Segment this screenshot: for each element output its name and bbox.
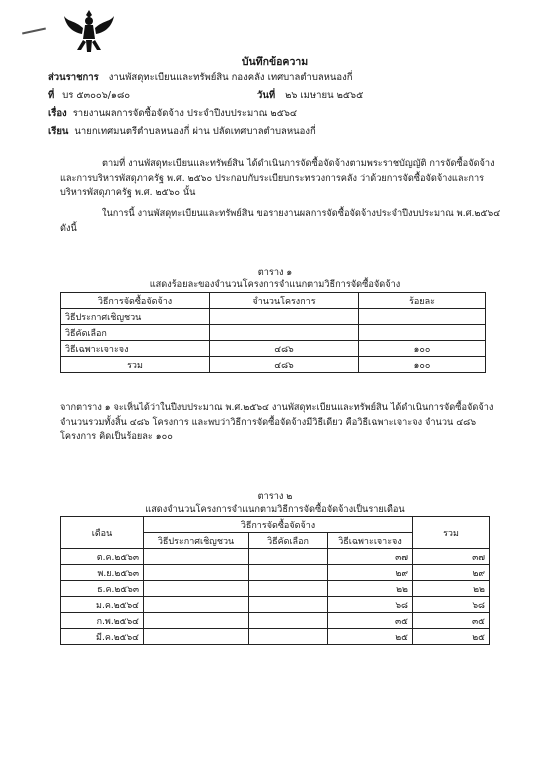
table1-total-count: ๔๘๖ <box>210 357 359 373</box>
table2-header-row <box>61 517 490 533</box>
table1-header: ร้อยละ <box>359 293 486 309</box>
table1-cell: วิธีคัดเลือก <box>61 325 210 341</box>
table-row <box>61 549 490 565</box>
table1-cell: วิธีประกาศเชิญชวน <box>61 309 210 325</box>
table2-subheader: วิธีเฉพาะเจาะจง <box>328 533 413 549</box>
table2-subtitle: แสดงจำนวนโครงการจำแนกตามวิธีการจัดซื้อจัดจ้างเป็นรายเดือน <box>145 504 405 515</box>
table2-cell: ๒๕ <box>328 629 413 645</box>
to-label: เรียน <box>48 126 69 137</box>
table1-cell <box>210 325 359 341</box>
table2-total-cell: ๖๘ <box>413 597 490 613</box>
table2-cell: ๒๙ <box>328 565 413 581</box>
ref-label: ที่ <box>48 90 55 101</box>
agency-value: งานพัสดุทะเบียนและทรัพย์สิน กองคลัง เทศบาลตำบลหนองกี่ <box>108 72 353 83</box>
table1-title: ตาราง ๑ <box>257 267 293 278</box>
subject-line <box>48 106 297 121</box>
table2-total-cell: ๓๕ <box>413 613 490 629</box>
subject-value: รายงานผลการจัดซื้อจัดจ้าง ประจำปีงบประมาณ ๒๕๖๔ <box>72 108 298 119</box>
table1 <box>60 292 486 373</box>
table-row <box>61 629 490 645</box>
table2-month-cell: ต.ค.๒๕๖๓ <box>61 549 144 565</box>
table2-month-cell: พ.ย.๒๕๖๓ <box>61 565 144 581</box>
table2-group-header: วิธีการจัดซื้อจัดจ้าง <box>144 517 413 533</box>
agency-line <box>48 70 353 85</box>
table2-cell <box>249 581 328 597</box>
paragraph-1: ตามที่ งานพัสดุทะเบียนและทรัพย์สิน ได้ดำเนินการจัดซื้อจัดจ้างตามพระราชบัญญัติ การจัดซื้อจัดจ้างและการบริหารพัสดุภาครัฐ พ.ศ. ๒๕๖๐ ประกอบกับระเบียบกระทรวงการคลัง ว่าด้วยการจัดซื้อจัดจ้างและการบริหารพัสดุภาครัฐ พ.ศ. ๒๕๖๐ นั้น <box>60 158 495 198</box>
table2-cell <box>144 581 249 597</box>
table-row <box>61 325 486 341</box>
table1-total-percent: ๑๐๐ <box>359 357 486 373</box>
table2-month-header: เดือน <box>61 517 144 549</box>
table2-total-cell: ๒๕ <box>413 629 490 645</box>
table1-header: วิธีการจัดซื้อจัดจ้าง <box>61 293 210 309</box>
table-row <box>61 565 490 581</box>
agency-label: ส่วนราชการ <box>48 72 99 83</box>
memo-title: บันทึกข้อความ <box>241 56 309 68</box>
table1-cell: ๑๐๐ <box>359 341 486 357</box>
table2-cell: ๖๘ <box>328 597 413 613</box>
table2-subheader: วิธีคัดเลือก <box>249 533 328 549</box>
to-line <box>48 124 316 139</box>
table2-cell <box>144 549 249 565</box>
table2-month-cell: มี.ค.๒๕๖๔ <box>61 629 144 645</box>
table2-month-cell: ม.ค.๒๕๖๔ <box>61 597 144 613</box>
date-label: วันที่ <box>257 90 276 101</box>
table1-header-row <box>61 293 486 309</box>
table-row <box>61 341 486 357</box>
table1-cell <box>210 309 359 325</box>
table2-month-cell: ธ.ค.๒๕๖๓ <box>61 581 144 597</box>
date-value: ๒๖ เมษายน ๒๕๖๕ <box>285 90 364 101</box>
table1-cell <box>359 309 486 325</box>
table2-cell <box>249 549 328 565</box>
table2-cell <box>144 613 249 629</box>
ref-line <box>48 88 130 103</box>
table-row <box>61 613 490 629</box>
table2-cell: ๓๗ <box>328 549 413 565</box>
table2-total-header: รวม <box>413 517 490 549</box>
table1-header: จำนวนโครงการ <box>210 293 359 309</box>
paragraph-2: ในการนี้ งานพัสดุทะเบียนและทรัพย์สิน ขอรายงานผลการจัดซื้อจัดจ้างประจำปีงบประมาณ พ.ศ.๒๕๖๔ ดังนี้ <box>60 208 501 234</box>
table2-cell: ๒๒ <box>328 581 413 597</box>
table2-cell <box>144 565 249 581</box>
table1-total-label: รวม <box>61 357 210 373</box>
table1-subtitle: แสดงร้อยละของจำนวนโครงการจำแนกตามวิธีการจัดซื้อจัดจ้าง <box>149 279 401 290</box>
pen-mark <box>22 28 46 35</box>
table2-title: ตาราง ๒ <box>257 491 293 502</box>
table-row <box>61 597 490 613</box>
table2-cell <box>144 629 249 645</box>
table2-total-cell: ๒๒ <box>413 581 490 597</box>
table2-cell <box>249 597 328 613</box>
table2 <box>60 516 490 645</box>
ref-value: บร ๕๓๐๐๖/๑๘๐ <box>62 90 131 101</box>
table2-total-cell: ๓๗ <box>413 549 490 565</box>
table2-cell <box>144 597 249 613</box>
to-value: นายกเทศมนตรีตำบลหนองกี่ ผ่าน ปลัดเทศบาลตำบลหนองกี่ <box>74 126 316 137</box>
table2-month-cell: ก.พ.๒๕๖๔ <box>61 613 144 629</box>
table2-cell <box>249 613 328 629</box>
table1-cell: วิธีเฉพาะเจาะจง <box>61 341 210 357</box>
table2-cell: ๓๕ <box>328 613 413 629</box>
table2-cell <box>249 629 328 645</box>
paragraph-3: จากตาราง ๑ จะเห็นได้ว่าในปีงบประมาณ พ.ศ.๒๕๖๔ งานพัสดุทะเบียนและทรัพย์สิน ได้ดำเนินการจัดซื้อจัดจ้าง จำนวนรวมทั้งสิ้น ๔๘๖ โครงการ และพบว่าวิธีการจัดซื้อจัดจ้างมีวิธีเดียว คือวิธีเฉพาะเจาะจง จำนวน ๔๘๖ โครงการ คิดเป็นร้อยละ ๑๐๐ <box>60 402 494 442</box>
date-line <box>257 88 363 103</box>
table2-subheader: วิธีประกาศเชิญชวน <box>144 533 249 549</box>
table1-cell: ๔๘๖ <box>210 341 359 357</box>
table-row <box>61 309 486 325</box>
garuda-emblem-icon <box>62 6 116 60</box>
table1-total-row <box>61 357 486 373</box>
table-row <box>61 581 490 597</box>
table1-cell <box>359 325 486 341</box>
subject-label: เรื่อง <box>48 108 67 119</box>
table2-cell <box>249 565 328 581</box>
table2-total-cell: ๒๙ <box>413 565 490 581</box>
